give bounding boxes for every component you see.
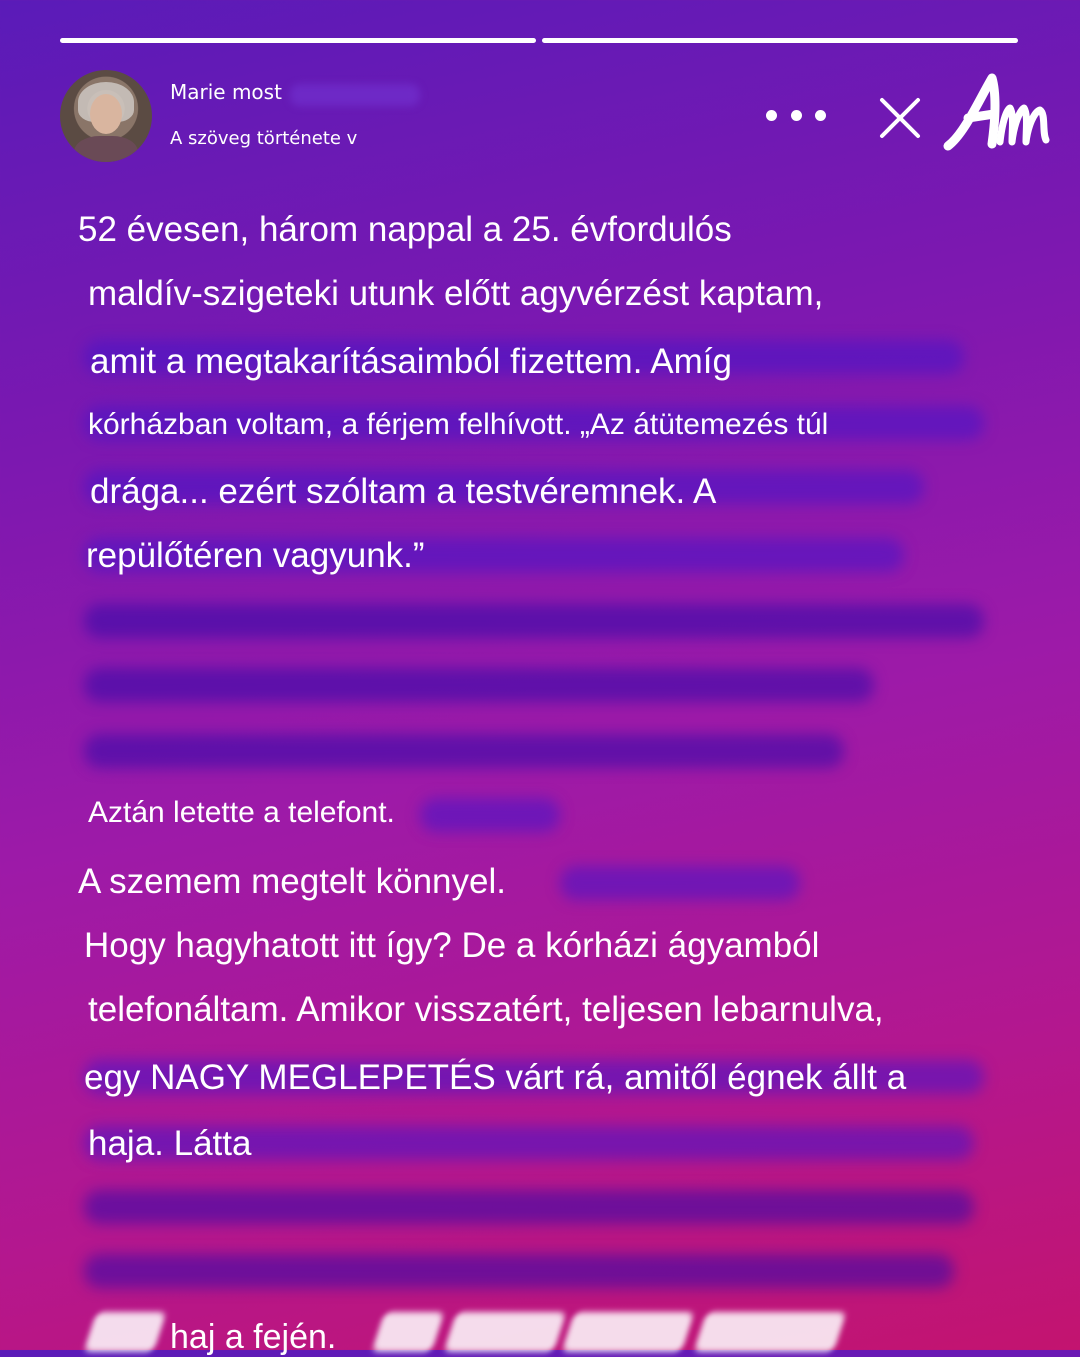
blurred-text-line [84,668,874,702]
avatar[interactable] [60,70,152,162]
story-text-line: maldív-szigeteki utunk előtt agyvérzést kaptam, [88,274,824,313]
scribble-overlay [444,1312,567,1352]
story-text-line: kórházban voltam, a férjem felhívott. „Az átütemezés túl [88,408,829,441]
scribble-overlay [694,1312,847,1352]
blurred-overlay [290,84,420,106]
story-text-line: haj a fején. [170,1318,337,1356]
scribble-overlay [372,1312,445,1352]
story-text-line: repülőtéren vagyunk.” [86,536,425,575]
story-subtitle: A szöveg története v [170,128,358,149]
story-text-line: haja. Látta [88,1124,252,1163]
blurred-text-line [84,1254,954,1288]
story-text-line: 52 évesen, három nappal a 25. évfordulós [78,210,732,249]
blurred-text-line [420,798,560,832]
blurred-text-line [560,866,800,900]
story-text-line: telefonáltam. Amikor visszatért, teljesen lebarnulva, [88,990,884,1029]
blurred-text-line [84,604,984,638]
story-text-line: Aztán letette a telefont. [88,796,395,829]
scribble-overlay [562,1312,695,1352]
close-icon[interactable] [878,96,922,140]
author-name[interactable]: Marie most [170,80,282,104]
blurred-text-line [84,734,844,768]
blurred-text-line [84,1190,974,1224]
scribble-overlay [84,1312,167,1352]
story-text-line: egy NAGY MEGLEPETÉS várt rá, amitől égnek állt a [84,1058,907,1097]
story-text-line: amit a megtakarításaimból fizettem. Amíg [90,342,732,381]
story-text-line: drága... ezért szóltam a testvéremnek. A [90,472,717,511]
story-progress-segment-1 [60,38,536,43]
story-progress-segment-2 [542,38,1018,43]
am-logo-icon [942,70,1054,154]
story-text-line: Hogy hagyhatott itt így? De a kórházi ágyamból [84,926,820,965]
story-text-line: A szemem megtelt könnyel. [78,862,506,901]
more-options-icon[interactable] [766,100,826,130]
